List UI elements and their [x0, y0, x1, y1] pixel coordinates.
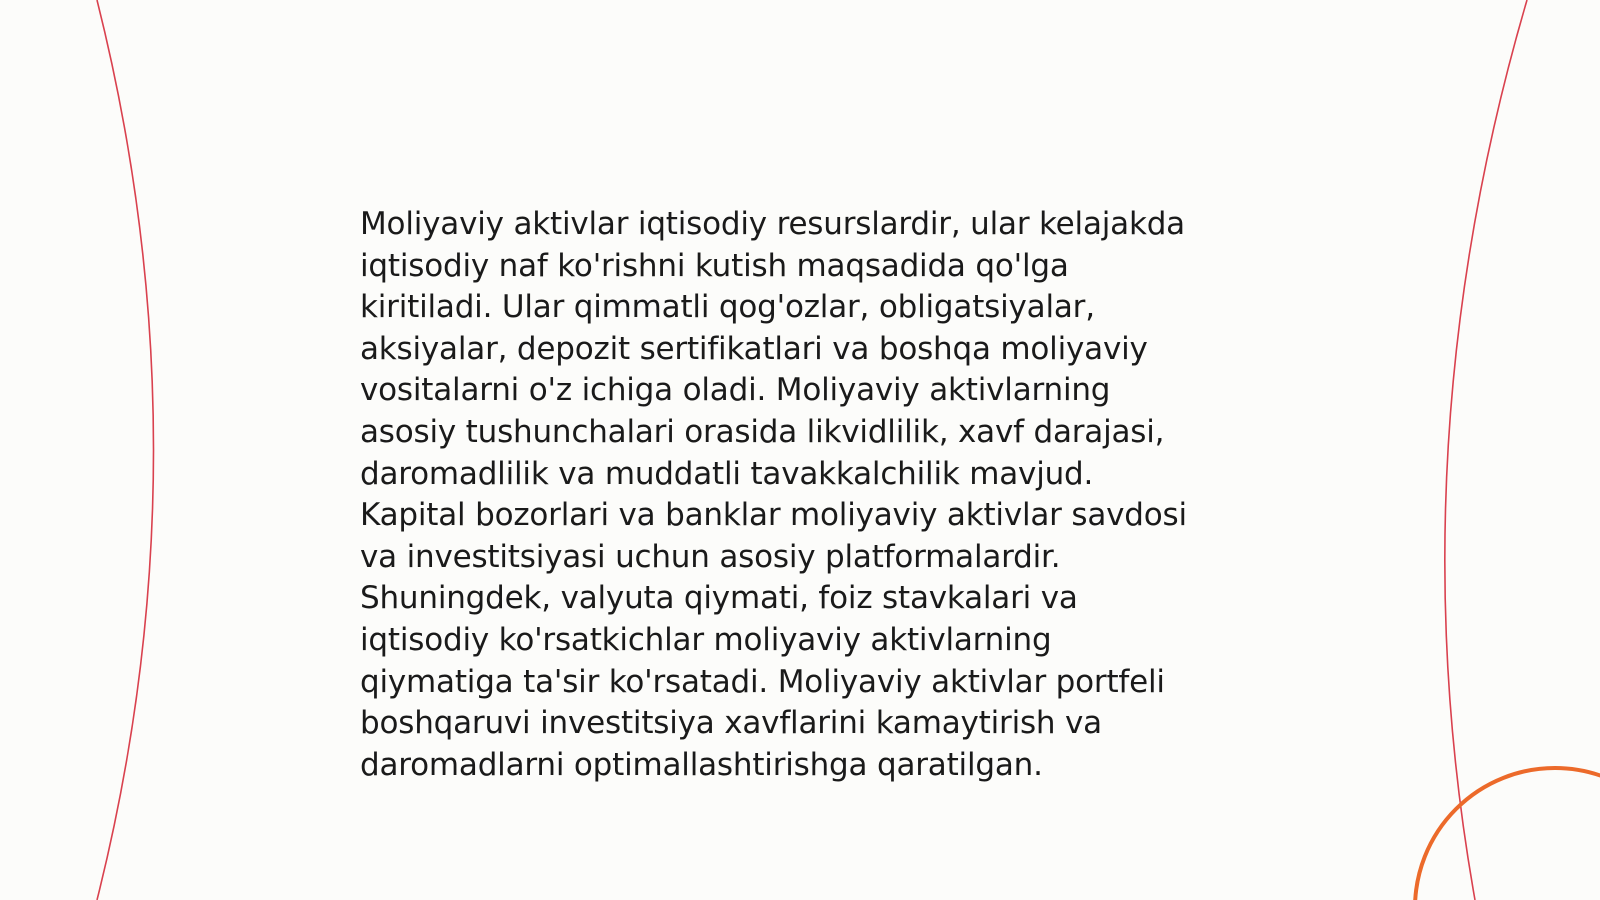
left-decorative-curve: [97, 0, 154, 900]
right-decorative-curve: [1445, 0, 1527, 900]
slide-body-text: Moliyaviy aktivlar iqtisodiy resurslardir, ular kelajakda iqtisodiy naf ko'rishni kutish maqsadida qo'lga kiritiladi. Ular qimmatli qog'ozlar, obligatsiyalar, aksiyalar, depozit sertifikatlari va boshqa moliyaviy vositalarni o'z ichiga oladi. Moliyaviy aktivlarning asosiy tushunchalari orasida likvidlilik, xavf darajasi, daromadlilik va muddatli tavakkalchilik mavjud. Kapital bozorlari va banklar moliyaviy aktivlar savdosi va investitsiyasi uchun asosiy platformalardir. Shuningdek, valyuta qiymati, foiz stavkalari va iqtisodiy ko'rsatkichlar moliyaviy aktivlarning qiymatiga ta'sir ko'rsatadi. Moliyaviy aktivlar portfeli boshqaruvi investitsiya xavflarini kamaytirish va daromadlarni optimallashtirishga qaratilgan.: [360, 206, 1187, 783]
orange-decorative-circle: [1415, 768, 1600, 900]
